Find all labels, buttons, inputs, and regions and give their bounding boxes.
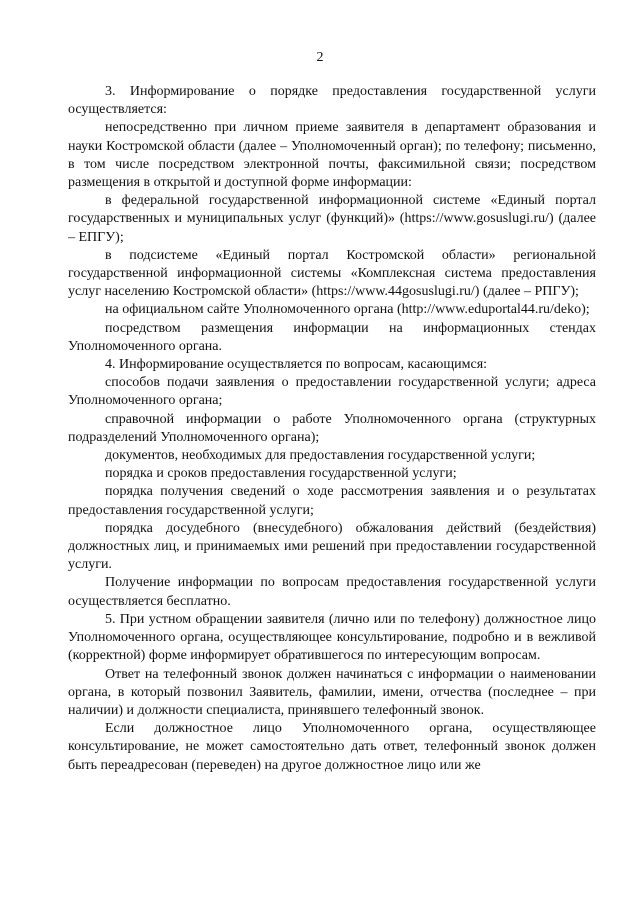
- paragraph-phone-answer: Ответ на телефонный звонок должен начинаться с информации о наименовании органа, в который позвонил Заявитель, фамилии, имени, отчества (последнее – при наличии) и должности специалиста, принявшего телефонный звонок.: [68, 666, 596, 718]
- paragraph-documents: документов, необходимых для предоставления государственной услуги;: [105, 448, 536, 464]
- paragraph-redirect: Если должностное лицо Уполномоченного органа, осуществляющее консультирование, не может самостоятельно дать ответ, телефонный звонок должен быть переадресован (переведен) на другое должностное лицо или же: [68, 721, 596, 773]
- paragraph-progress: порядка получения сведений о ходе рассмотрения заявления и о результатах предоставления государственной услуги;: [68, 484, 596, 518]
- paragraph-appeal: порядка досудебного (внесудебного) обжалования действий (бездействия) должностных лиц, и принимаемых ими решений при предоставлении государственной услуги.: [68, 520, 596, 573]
- paragraph-free-of-charge: Получение информации по вопросам предоставления государственной услуги осуществляется бесплатно.: [68, 575, 596, 609]
- paragraph-3-heading: 3. Информирование о порядке предоставления государственной услуги осуществляется:: [68, 84, 596, 118]
- paragraph-submission-methods: способов подачи заявления о предоставлении государственной услуги; адреса Уполномоченного органа;: [68, 375, 596, 409]
- paragraph-5-oral-request: 5. При устном обращении заявителя (лично или по телефону) должностное лицо Уполномоченного органа, осуществляющее консультирование, подробно и в вежливой (корректной) форме информирует обратившегося по интересующим вопросам.: [68, 611, 596, 664]
- paragraph-rpgu: в подсистеме «Единый портал Костромской области» региональной государственной информационной системы «Комплексная система предоставления услуг населению Костромской области» (https://www.44gosuslugi.ru/) (далее – РПГУ);: [68, 247, 596, 300]
- paragraph-official-site: на официальном сайте Уполномоченного органа (http://www.eduportal44.ru/deko);: [105, 302, 590, 318]
- page-number: 2: [316, 50, 324, 65]
- paragraph-epgu: в федеральной государственной информационной системе «Единый портал государственных и муниципальных услуг (функций)» (https://www.gosuslugi.ru/) (далее – ЕПГУ);: [68, 193, 596, 245]
- document-body: [68, 83, 596, 775]
- paragraph-4-heading: 4. Информирование осуществляется по вопросам, касающимся:: [105, 357, 488, 373]
- paragraph-reference-info: справочной информации о работе Уполномоченного органа (структурных подразделений Уполномоченного органа);: [68, 411, 596, 445]
- paragraph-info-stands: посредством размещения информации на информационных стендах Уполномоченного органа.: [68, 320, 596, 354]
- paragraph-terms: порядка и сроков предоставления государственной услуги;: [105, 466, 457, 482]
- paragraph-in-person: непосредственно при личном приеме заявителя в департамент образования и науки Костромской области (далее – Уполномоченный орган); по телефону; письменно, в том числе посредством электронной почты, факсимильной связи; посредством размещения в открытой и доступной форме информации:: [68, 120, 596, 191]
